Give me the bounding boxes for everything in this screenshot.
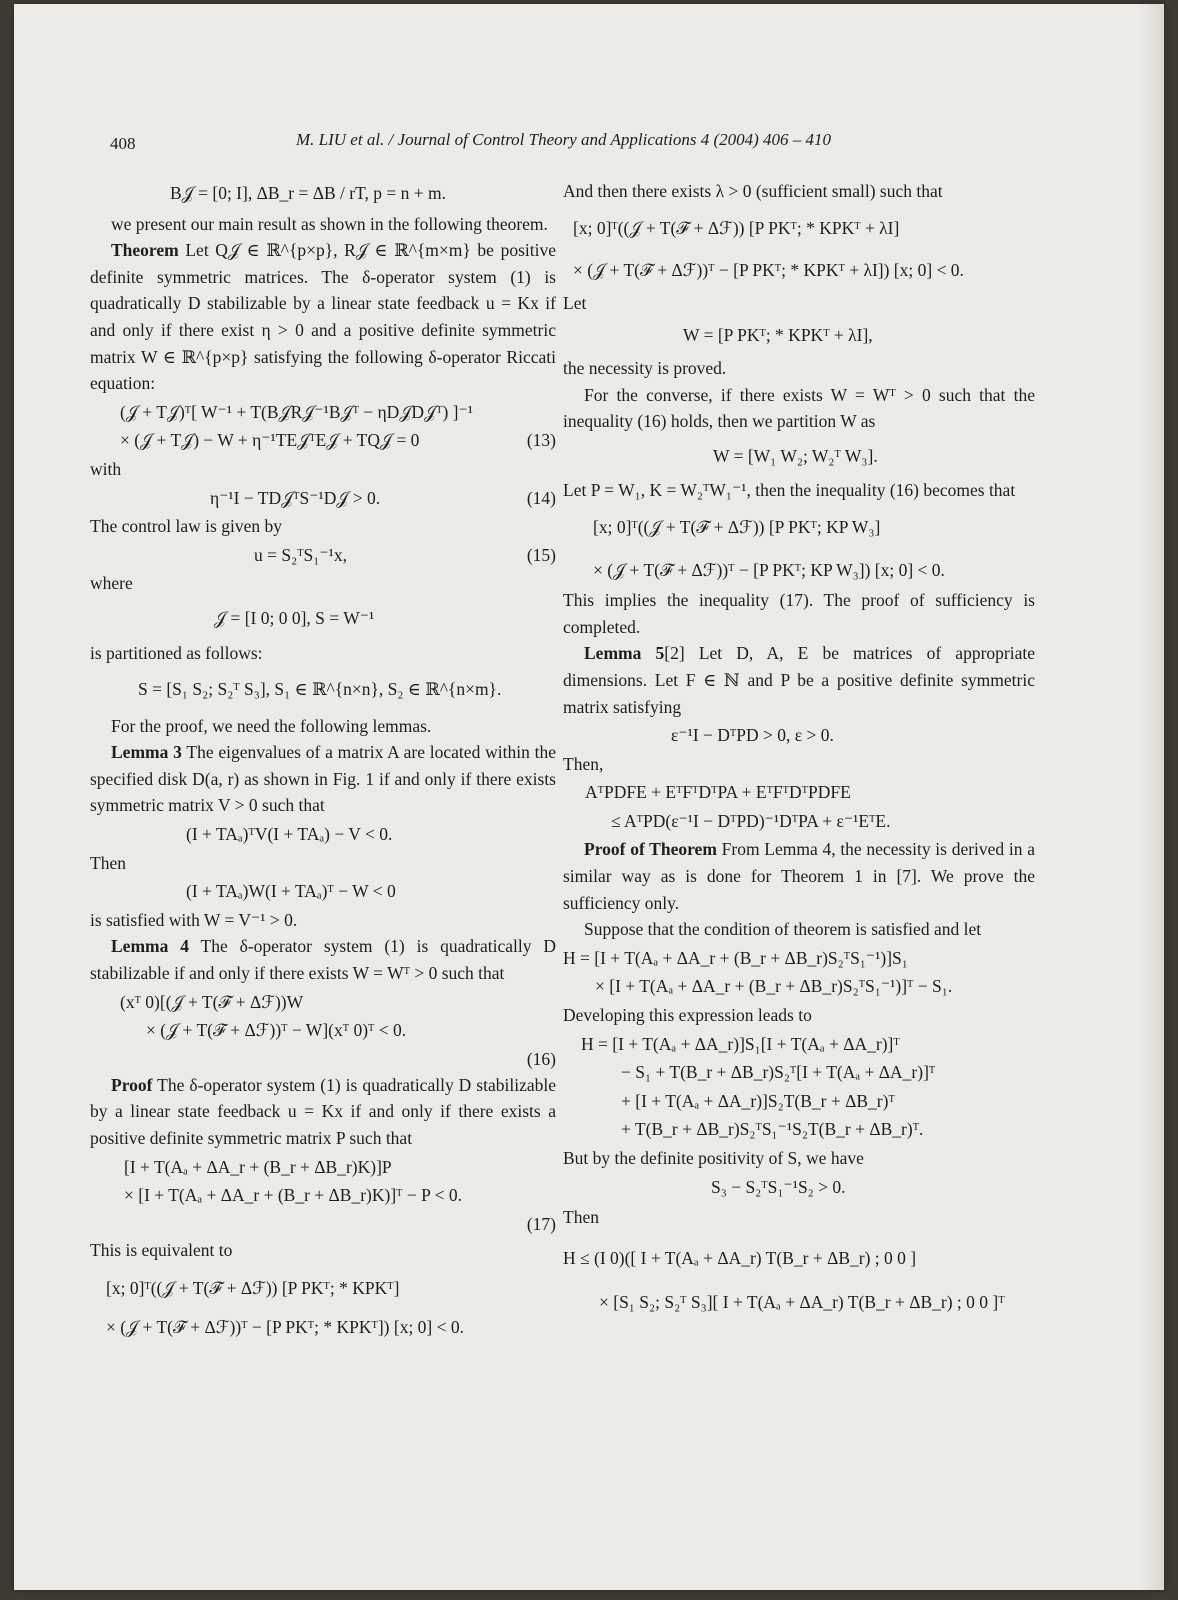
equation-w-partition: W = [W₁ W₂; W₂ᵀ W₃].: [713, 445, 878, 466]
equation-13-line1: (𝒥 + T𝒥)ᵀ[ W⁻¹ + T(B𝒥R𝒥⁻¹B𝒥ᵀ − ηD𝒥D𝒥ᵀ) ]⁻¹: [120, 401, 473, 422]
paragraph-control-law: The control law is given by: [90, 516, 282, 537]
equation-17-line1: [I + T(Aₐ + ΔA_r + (B_r + ΔB_r)K)]P: [124, 1156, 392, 1177]
equation-develop-line3: + [I + T(Aₐ + ΔA_r)]S₂T(B_r + ΔB_r)ᵀ: [621, 1090, 895, 1111]
equation-develop-line2: − S₁ + T(B_r + ΔB_r)S₂ᵀ[I + T(Aₐ + ΔA_r)]ᵀ: [621, 1062, 936, 1083]
lemma4-label: Lemma 4: [111, 936, 189, 957]
equation-develop-line4: + T(B_r + ΔB_r)S₂ᵀS₁⁻¹S₂T(B_r + ΔB_r)ᵀ.: [621, 1119, 924, 1140]
paragraph-with: with: [90, 458, 122, 479]
lemma4-block: [90, 933, 556, 986]
theorem-text: Let Q𝒥 ∈ ℝ^{p×p}, R𝒥 ∈ ℝ^{m×m} be positive definite symmetric matrices. The δ-operator system (1) is quadratically D stabilizable by a linear state feedback u = Kx if and only if there exist η > 0 and a positive definite symmetric matrix W ∈ ℝ^{p×p} satisfying the following δ-operator Riccati equation:: [90, 240, 556, 394]
paragraph-satisfied: is satisfied with W = V⁻¹ > 0.: [90, 909, 298, 930]
paragraph-let: Let: [563, 292, 587, 313]
paragraph-lemmas-intro: For the proof, we need the following lemmas.: [111, 715, 432, 736]
lemma4-text: The δ-operator system (1) is quadratically D stabilizable if and only if there exists W = Wᵀ > 0 such that: [90, 936, 556, 984]
equation-h-line2: × [I + T(Aₐ + ΔA_r + (B_r + ΔB_r)S₂ᵀS₁⁻¹)]ᵀ − S₁.: [595, 976, 953, 997]
equation-develop-line1: H = [I + T(Aₐ + ΔA_r)]S₁[I + T(Aₐ + ΔA_r)]ᵀ: [581, 1033, 900, 1054]
paragraph-suppose: Suppose that the condition of theorem is satisfied and let: [584, 919, 982, 940]
equation-b-matrix: B𝒥 = [0; I], ΔB_r = ΔB / rT, p = n + m.: [170, 183, 446, 203]
equation-16-line1: (xᵀ 0)[(𝒥 + T(ℱ + Δℱ))W: [120, 991, 304, 1012]
equation-lemma3-a: (I + TAₐ)ᵀV(I + TAₐ) − V < 0.: [186, 824, 393, 845]
equation-lemma5-b: AᵀPDFE + EᵀFᵀDᵀPA + EᵀFᵀDᵀPDFE: [585, 782, 851, 803]
paper-page: [14, 4, 1164, 1590]
equation-17-line2: × [I + T(Aₐ + ΔA_r + (B_r + ΔB_r)K)]ᵀ − P < 0.: [124, 1185, 462, 1206]
equation-number-15: (15): [526, 544, 556, 565]
proof-label: Proof: [111, 1074, 153, 1095]
equation-final-line1: H ≤ (I 0)([ I + T(Aₐ + ΔA_r) T(B_r + ΔB_r) ; 0 0 ]: [563, 1247, 917, 1268]
paragraph-equivalent: This is equivalent to: [90, 1239, 233, 1260]
paragraph-implies: This implies the inequality (17). The proof of sufficiency is completed.: [563, 590, 1035, 637]
equation-lemma3-b: (I + TAₐ)W(I + TAₐ)ᵀ − W < 0: [186, 881, 396, 902]
paragraph-developing: Developing this expression leads to: [563, 1005, 812, 1026]
theorem-block: [90, 237, 556, 397]
equation-converse-line2: × (𝒥 + T(ℱ + Δℱ))ᵀ − [P PKᵀ; KP W₃]) [x; 0] < 0.: [593, 559, 945, 580]
proof-of-theorem-text: From Lemma 4, the necessity is derived in a similar way as is done for Theorem 1 in [7]. We prove the sufficiency only.: [563, 839, 1035, 913]
paragraph-then: Then: [90, 852, 126, 873]
lemma5-citation[interactable]: [2]: [664, 643, 685, 664]
paragraph-necessity: the necessity is proved.: [563, 357, 727, 378]
page-number: 408: [110, 134, 136, 153]
paragraph-lambda: And then there exists λ > 0 (sufficient small) such that: [563, 181, 943, 201]
equation-16-line2: × (𝒥 + T(ℱ + Δℱ))ᵀ − W](xᵀ 0)ᵀ < 0.: [146, 1020, 407, 1041]
paragraph-partition: is partitioned as follows:: [90, 642, 263, 663]
paragraph-then-comma: Then,: [563, 753, 604, 774]
equation-number-13: (13): [526, 430, 556, 451]
proof-block: [90, 1072, 556, 1152]
paragraph-intro: we present our main result as shown in the following theorem.: [111, 213, 548, 234]
equation-lemma5-c: ≤ AᵀPD(ε⁻¹I − DᵀPD)⁻¹DᵀPA + ε⁻¹EᵀE.: [611, 810, 891, 831]
equation-converse-line1: [x; 0]ᵀ((𝒥 + T(ℱ + Δℱ)) [P PKᵀ; KP W₃]: [593, 516, 881, 537]
equation-lambda-line2: × (𝒥 + T(ℱ + Δℱ))ᵀ − [P PKᵀ; * KPKᵀ + λI]) [x; 0] < 0.: [573, 260, 964, 281]
paragraph-but: But by the definite positivity of S, we have: [563, 1148, 864, 1168]
equation-lemma5-a: ε⁻¹I − DᵀPD > 0, ε > 0.: [671, 725, 834, 746]
paragraph-where: where: [90, 573, 133, 594]
equation-lambda-line1: [x; 0]ᵀ((𝒥 + T(ℱ + Δℱ)) [P PKᵀ; * KPKᵀ + λI]: [573, 217, 900, 238]
page-edge-shadow: [1138, 4, 1164, 1590]
page-header: [110, 130, 1040, 160]
equation-final-line2: × [S₁ S₂; S₂ᵀ S₃][ I + T(Aₐ + ΔA_r) T(B_r + ΔB_r) ; 0 0 ]ᵀ: [599, 1292, 1005, 1313]
equation-16-number-row: [90, 1046, 556, 1070]
equation-13-body: × (𝒥 + T𝒥) − W + η⁻¹TE𝒥ᵀE𝒥 + TQ𝒥 = 0: [120, 430, 420, 451]
equation-15: [90, 542, 556, 569]
equation-equivalent-line1: [x; 0]ᵀ((𝒥 + T(ℱ + Δℱ)) [P PKᵀ; * KPKᵀ]: [106, 1278, 400, 1299]
equation-number-16: (16): [526, 1048, 556, 1069]
equation-number-17: (17): [526, 1213, 556, 1234]
lemma3-block: [90, 739, 556, 819]
lemma3-text: The eigenvalues of a matrix A are located within the specified disk D(a, r) as shown in Fig. 1 if and only if there exists symmetric matrix V > 0 such that: [90, 742, 556, 816]
equation-equivalent-line2: × (𝒥 + T(ℱ + Δℱ))ᵀ − [P PKᵀ; * KPKᵀ]) [x; 0] < 0.: [106, 1316, 465, 1337]
equation-j-matrix: 𝒥 = [I 0; 0 0], S = W⁻¹: [214, 607, 375, 628]
theorem-label: Theorem: [111, 240, 179, 261]
lemma3-label: Lemma 3: [111, 742, 182, 763]
equation-15-body: u = S₂ᵀS₁⁻¹x,: [254, 544, 347, 565]
paragraph-then-final: Then: [563, 1207, 599, 1228]
lemma5-label: Lemma 5: [584, 643, 665, 664]
equation-w-definition: W = [P PKᵀ; * KPKᵀ + λI],: [683, 325, 873, 346]
proof-of-theorem-label: Proof of Theorem: [584, 839, 717, 860]
right-column: [563, 178, 1035, 1318]
proof-text: The δ-operator system (1) is quadratically D stabilizable by a linear state feedback u = Kx if and only if there exists a positive definite symmetric matrix P such that: [90, 1074, 556, 1148]
lemma5-block: [563, 640, 1035, 720]
equation-s-partition: S = [S₁ S₂; S₂ᵀ S₃], S₁ ∈ ℝ^{n×n}, S₂ ∈ ℝ^{n×m}.: [138, 679, 502, 700]
left-column: [90, 178, 556, 1343]
equation-17-number-row: [90, 1211, 556, 1235]
paragraph-let-pk: Let P = W₁, K = W₂ᵀW₁⁻¹, then the inequality (16) becomes that: [563, 480, 1016, 501]
equation-number-14: (14): [526, 487, 556, 508]
equation-14-body: η⁻¹I − TD𝒥ᵀS⁻¹D𝒥 > 0.: [210, 487, 381, 508]
equation-14: [90, 485, 556, 512]
equation-s3-positivity: S₃ − S₂ᵀS₁⁻¹S₂ > 0.: [711, 1176, 846, 1197]
proof-of-theorem-block: [563, 836, 1035, 916]
equation-13-line2: [90, 427, 556, 454]
paragraph-converse: For the converse, if there exists W = Wᵀ > 0 such that the inequality (16) holds, then we partition W as: [563, 384, 1035, 432]
equation-h-line1: H = [I + T(Aₐ + ΔA_r + (B_r + ΔB_r)S₂ᵀS₁⁻¹)]S₁: [563, 947, 908, 968]
running-title: M. LIU et al. / Journal of Control Theory and Applications 4 (2004) 406 – 410: [296, 130, 832, 149]
lemma5-text: Let D, A, E be matrices of appropriate dimensions. Let F ∈ ℕ and P be a positive definite symmetric matrix satisfying: [563, 643, 1035, 717]
